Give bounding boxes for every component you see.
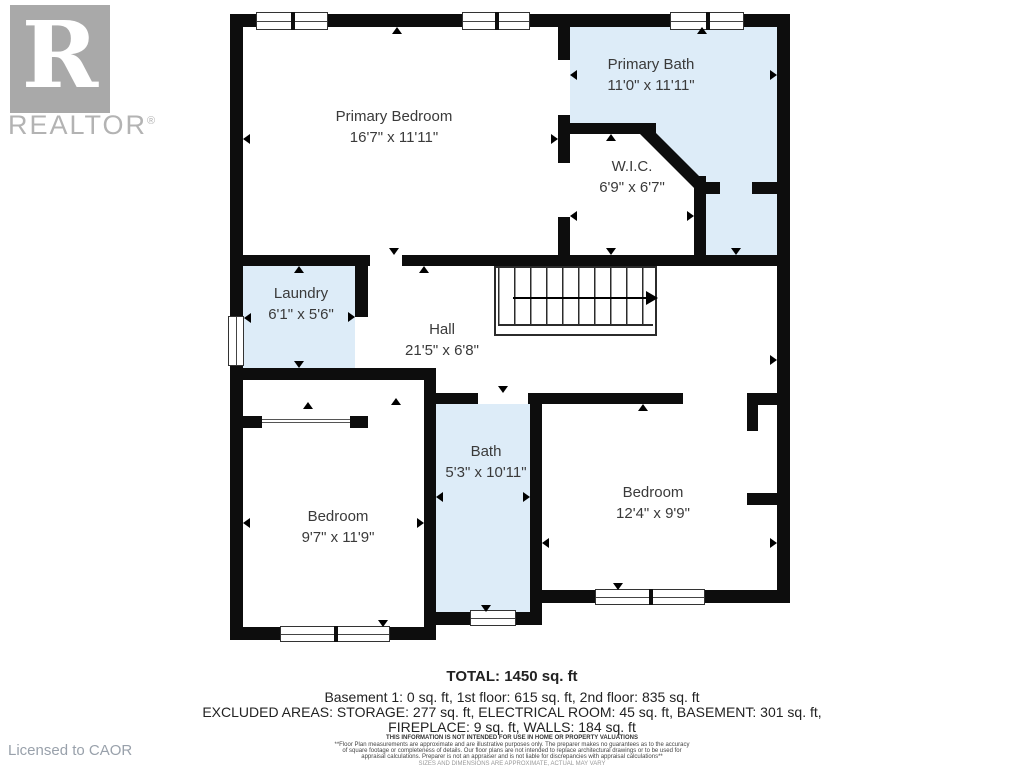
wall <box>436 393 478 404</box>
room-label-wic <box>562 156 702 198</box>
summary-total: TOTAL: 1450 sq. ft <box>446 668 578 685</box>
dimension-marker <box>570 211 577 221</box>
room-name: Bath <box>470 443 502 460</box>
dimension-marker <box>391 398 401 405</box>
dimension-marker <box>606 134 616 141</box>
room-name: Primary Bath <box>607 56 695 73</box>
dimension-marker <box>687 211 694 221</box>
licensed-to-text: Licensed to CAOR <box>8 742 133 759</box>
window <box>280 626 390 642</box>
dimension-marker <box>419 266 429 273</box>
room-label-bedroom-right <box>563 482 743 524</box>
stair-treads <box>498 268 653 324</box>
dimension-marker <box>731 248 741 255</box>
disclaimer-line-2: **Floor Plan measurements are approximate and are illustrative purposes only. The preparer makes no guarantees as to the accuracy <box>334 742 690 748</box>
window-mullion <box>291 12 295 30</box>
room-name: Primary Bedroom <box>335 108 453 125</box>
room-label-primary-bedroom <box>254 106 534 148</box>
dimension-marker <box>770 70 777 80</box>
disclaimer-line-3: of square footage or completeness of details. Our floor plans are not intended to replace architectural drawings or to be used for <box>342 748 682 754</box>
summary-floors: Basement 1: 0 sq. ft, 1st floor: 615 sq. ft, 2nd floor: 835 sq. ft <box>324 689 700 705</box>
dimension-marker <box>303 402 313 409</box>
wall <box>240 368 436 380</box>
dimension-marker <box>378 620 388 627</box>
dimension-marker <box>243 134 250 144</box>
stair-direction-arrow <box>513 297 646 299</box>
window <box>256 12 328 30</box>
realtor-logo-text: REALTOR® <box>8 110 158 140</box>
room-dimensions: 9'7" x 11'9" <box>301 529 375 546</box>
wall <box>402 255 790 266</box>
room-label-primary-bath <box>551 54 751 96</box>
wall <box>530 393 542 612</box>
room-dimensions: 6'1" x 5'6" <box>268 306 334 323</box>
wall <box>542 393 683 404</box>
room-dimensions: 11'0" x 11'11" <box>607 77 695 94</box>
room-dimensions: 21'5" x 6'8" <box>405 342 479 359</box>
window-mullion <box>334 626 338 642</box>
room-dimensions: 6'9" x 6'7" <box>599 179 665 196</box>
wall <box>777 14 790 603</box>
dimension-marker <box>697 27 707 34</box>
room-dimensions: 5'3" x 10'11" <box>445 464 527 481</box>
dimension-marker <box>481 605 491 612</box>
window <box>595 589 705 605</box>
dimension-marker <box>606 248 616 255</box>
dimension-marker <box>551 134 558 144</box>
summary-excluded-1: EXCLUDED AREAS: STORAGE: 277 sq. ft, ELECTRICAL ROOM: 45 sq. ft, BASEMENT: 301 sq. ft, <box>202 704 822 720</box>
closet-sliding-door <box>262 419 350 423</box>
disclaimer-line-4: appraisal calculations. Preparer is not an appraiser and is not liable for discrepancies with appraisal calculations** <box>361 754 663 760</box>
dimension-marker <box>523 492 530 502</box>
stair-arrow-head-icon <box>646 291 658 305</box>
window-mullion <box>495 12 499 30</box>
dimension-marker <box>436 492 443 502</box>
registered-trademark-icon: ® <box>147 115 158 127</box>
room-name: Bedroom <box>622 484 684 501</box>
room-dimensions: 12'4" x 9'9" <box>616 505 690 522</box>
room-label-bedroom-left <box>248 506 428 548</box>
wall <box>230 255 370 266</box>
window <box>462 12 530 30</box>
room-name: Hall <box>429 321 455 338</box>
dimension-marker <box>542 538 549 548</box>
wall <box>752 182 777 194</box>
bath-fill <box>436 404 530 612</box>
dimension-marker <box>770 355 777 365</box>
room-label-bath <box>406 441 566 483</box>
disclaimer-line-1: THIS INFORMATION IS NOT INTENDED FOR USE IN HOME OR PROPERTY VALUATIONS <box>386 735 638 741</box>
summary-excluded-2: FIREPLACE: 9 sq. ft, WALLS: 184 sq. ft <box>388 719 636 735</box>
room-dimensions: 16'7" x 11'11" <box>349 129 439 146</box>
dimension-marker <box>498 386 508 393</box>
dimension-marker <box>770 538 777 548</box>
room-name: Laundry <box>273 285 329 302</box>
wall <box>240 416 262 428</box>
wall <box>424 368 436 627</box>
window-mullion <box>649 589 653 605</box>
dimension-marker <box>294 266 304 273</box>
realtor-logo <box>10 1 110 113</box>
dimension-marker <box>389 248 399 255</box>
dimension-marker <box>613 583 623 590</box>
room-name: Bedroom <box>307 508 369 525</box>
room-label-hall <box>362 319 522 361</box>
wall <box>528 393 542 404</box>
room-label-laundry <box>241 283 361 325</box>
window <box>470 610 516 626</box>
dimension-marker <box>294 361 304 368</box>
dimension-marker <box>638 404 648 411</box>
wall <box>350 416 368 428</box>
window <box>670 12 744 30</box>
realtor-logo-r-mark: R <box>21 1 99 109</box>
disclaimer-line-5: SIZES AND DIMENSIONS ARE APPROXIMATE, ACTUAL MAY VARY <box>418 761 606 767</box>
dimension-marker <box>392 27 402 34</box>
room-name: W.I.C. <box>611 158 653 175</box>
